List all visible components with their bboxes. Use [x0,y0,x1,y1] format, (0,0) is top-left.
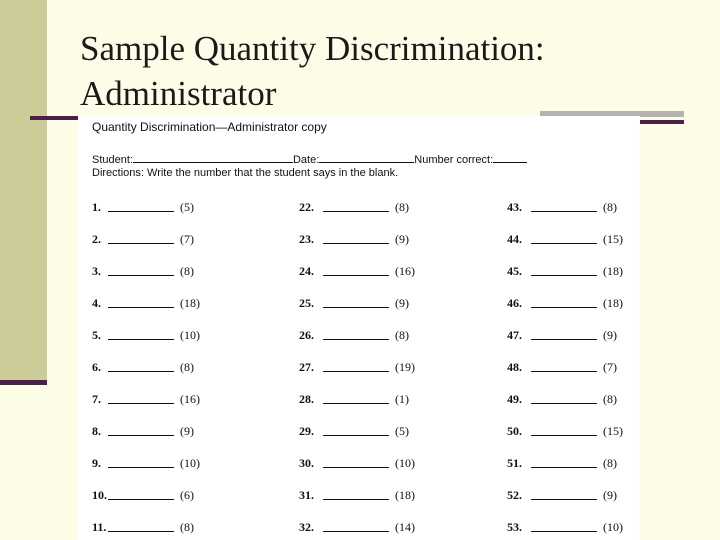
item-number: 25. [299,296,314,310]
correct-answer: (18) [180,296,200,310]
answer-blank [531,456,597,468]
title-rule-right-purple [640,120,684,124]
left-accent-bar [0,0,47,383]
answer-blank [108,456,174,468]
correct-answer: (1) [395,392,409,406]
correct-answer: (10) [395,456,415,470]
answer-item [299,424,415,456]
answer-blank [531,200,597,212]
answer-blank [108,520,174,532]
correct-answer: (9) [395,296,409,310]
answer-item [92,424,200,456]
item-number: 4. [92,296,101,310]
item-number: 22. [299,200,314,214]
correct-answer: (9) [603,328,617,342]
answer-item [507,264,623,296]
item-number: 43. [507,200,522,214]
correct-answer: (10) [180,456,200,470]
correct-answer: (8) [180,360,194,374]
correct-answer: (8) [180,264,194,278]
correct-answer: (5) [180,200,194,214]
answer-item [299,360,415,392]
student-label: Student: [92,154,133,166]
answer-item [92,200,200,232]
answer-item [299,296,415,328]
answer-item [507,488,623,520]
correct-answer: (9) [603,488,617,502]
answer-item [299,520,415,540]
answer-item [92,520,200,540]
item-number: 32. [299,520,314,534]
answer-item [507,520,623,540]
item-column-3 [507,200,623,540]
correct-answer: (8) [395,200,409,214]
answer-item [92,360,200,392]
item-number: 24. [299,264,314,278]
item-number: 6. [92,360,101,374]
correct-answer: (10) [180,328,200,342]
answer-blank [531,264,597,276]
correct-answer: (18) [603,296,623,310]
answer-blank [531,392,597,404]
answer-blank [531,328,597,340]
answer-blank [323,424,389,436]
answer-blank [323,264,389,276]
answer-item [92,264,200,296]
administrator-copy-sheet [78,116,640,540]
correct-answer: (10) [603,520,623,534]
left-accent-cap [0,380,47,385]
item-number: 31. [299,488,314,502]
correct-answer: (8) [395,328,409,342]
answer-blank [108,360,174,372]
answer-blank [108,200,174,212]
answer-blank [323,232,389,244]
correct-answer: (14) [395,520,415,534]
correct-answer: (8) [603,456,617,470]
correct-answer: (16) [180,392,200,406]
answer-blank [323,488,389,500]
correct-answer: (8) [603,392,617,406]
correct-answer: (18) [603,264,623,278]
correct-answer: (18) [395,488,415,502]
item-number: 1. [92,200,101,214]
answer-item [299,328,415,360]
item-column-1 [92,200,200,540]
item-column-2 [299,200,415,540]
answer-item [507,424,623,456]
answer-item [92,296,200,328]
sheet-heading: Quantity Discrimination—Administrator copy [92,120,327,134]
item-number: 30. [299,456,314,470]
correct-answer: (19) [395,360,415,374]
item-number: 50. [507,424,522,438]
item-number: 10. [92,488,107,502]
slide-title [80,26,680,116]
correct-answer: (15) [603,424,623,438]
answer-item [507,456,623,488]
item-number: 8. [92,424,101,438]
item-number: 5. [92,328,101,342]
correct-answer: (16) [395,264,415,278]
correct-answer: (6) [180,488,194,502]
date-blank [319,152,414,163]
answer-item [92,456,200,488]
directions-text: Directions: Write the number that the student says in the blank. [92,167,399,179]
answer-blank [531,360,597,372]
correct-answer: (7) [603,360,617,374]
answer-blank [108,328,174,340]
answer-item [507,328,623,360]
number-correct-blank [493,152,527,163]
slide-title-line-1: Sample Quantity Discrimination: [80,29,545,68]
correct-answer: (5) [395,424,409,438]
slide-title-line-2: Administrator [80,74,277,113]
correct-answer: (9) [180,424,194,438]
answer-blank [108,424,174,436]
answer-blank [108,232,174,244]
answer-item [299,392,415,424]
item-number: 28. [299,392,314,406]
answer-blank [323,296,389,308]
item-number: 49. [507,392,522,406]
item-number: 47. [507,328,522,342]
answer-blank [108,488,174,500]
answer-blank [531,296,597,308]
item-number: 26. [299,328,314,342]
answer-blank [323,360,389,372]
item-number: 45. [507,264,522,278]
answer-blank [323,456,389,468]
answer-item [507,200,623,232]
answer-item [507,392,623,424]
item-number: 11. [92,520,107,534]
correct-answer: (8) [180,520,194,534]
item-number: 2. [92,232,101,246]
answer-item [507,360,623,392]
answer-blank [323,200,389,212]
answer-blank [531,488,597,500]
answer-item [92,328,200,360]
correct-answer: (7) [180,232,194,246]
answer-blank [108,264,174,276]
date-label: Date: [292,154,320,166]
answer-blank [323,328,389,340]
item-number: 51. [507,456,522,470]
item-number: 53. [507,520,522,534]
item-number: 27. [299,360,314,374]
answer-item [299,488,415,520]
answer-item [507,296,623,328]
answer-blank [108,296,174,308]
answer-blank [323,392,389,404]
item-number: 52. [507,488,522,502]
correct-answer: (8) [603,200,617,214]
answer-blank [531,424,597,436]
answer-blank [323,520,389,532]
answer-item [92,232,200,264]
title-rule-left [30,116,82,120]
correct-answer: (9) [395,232,409,246]
sheet-fields [92,152,527,166]
item-number: 29. [299,424,314,438]
item-number: 44. [507,232,522,246]
item-number: 9. [92,456,101,470]
answer-item [299,264,415,296]
answer-item [299,456,415,488]
answer-item [299,232,415,264]
number-correct-label: Number correct: [414,154,494,166]
item-number: 46. [507,296,522,310]
answer-item [299,200,415,232]
item-number: 48. [507,360,522,374]
answer-blank [531,232,597,244]
answer-item [507,232,623,264]
answer-item [92,392,200,424]
student-blank [133,152,293,163]
correct-answer: (15) [603,232,623,246]
answer-blank [531,520,597,532]
item-number: 3. [92,264,101,278]
item-number: 23. [299,232,314,246]
answer-blank [108,392,174,404]
item-number: 7. [92,392,101,406]
answer-item [92,488,200,520]
